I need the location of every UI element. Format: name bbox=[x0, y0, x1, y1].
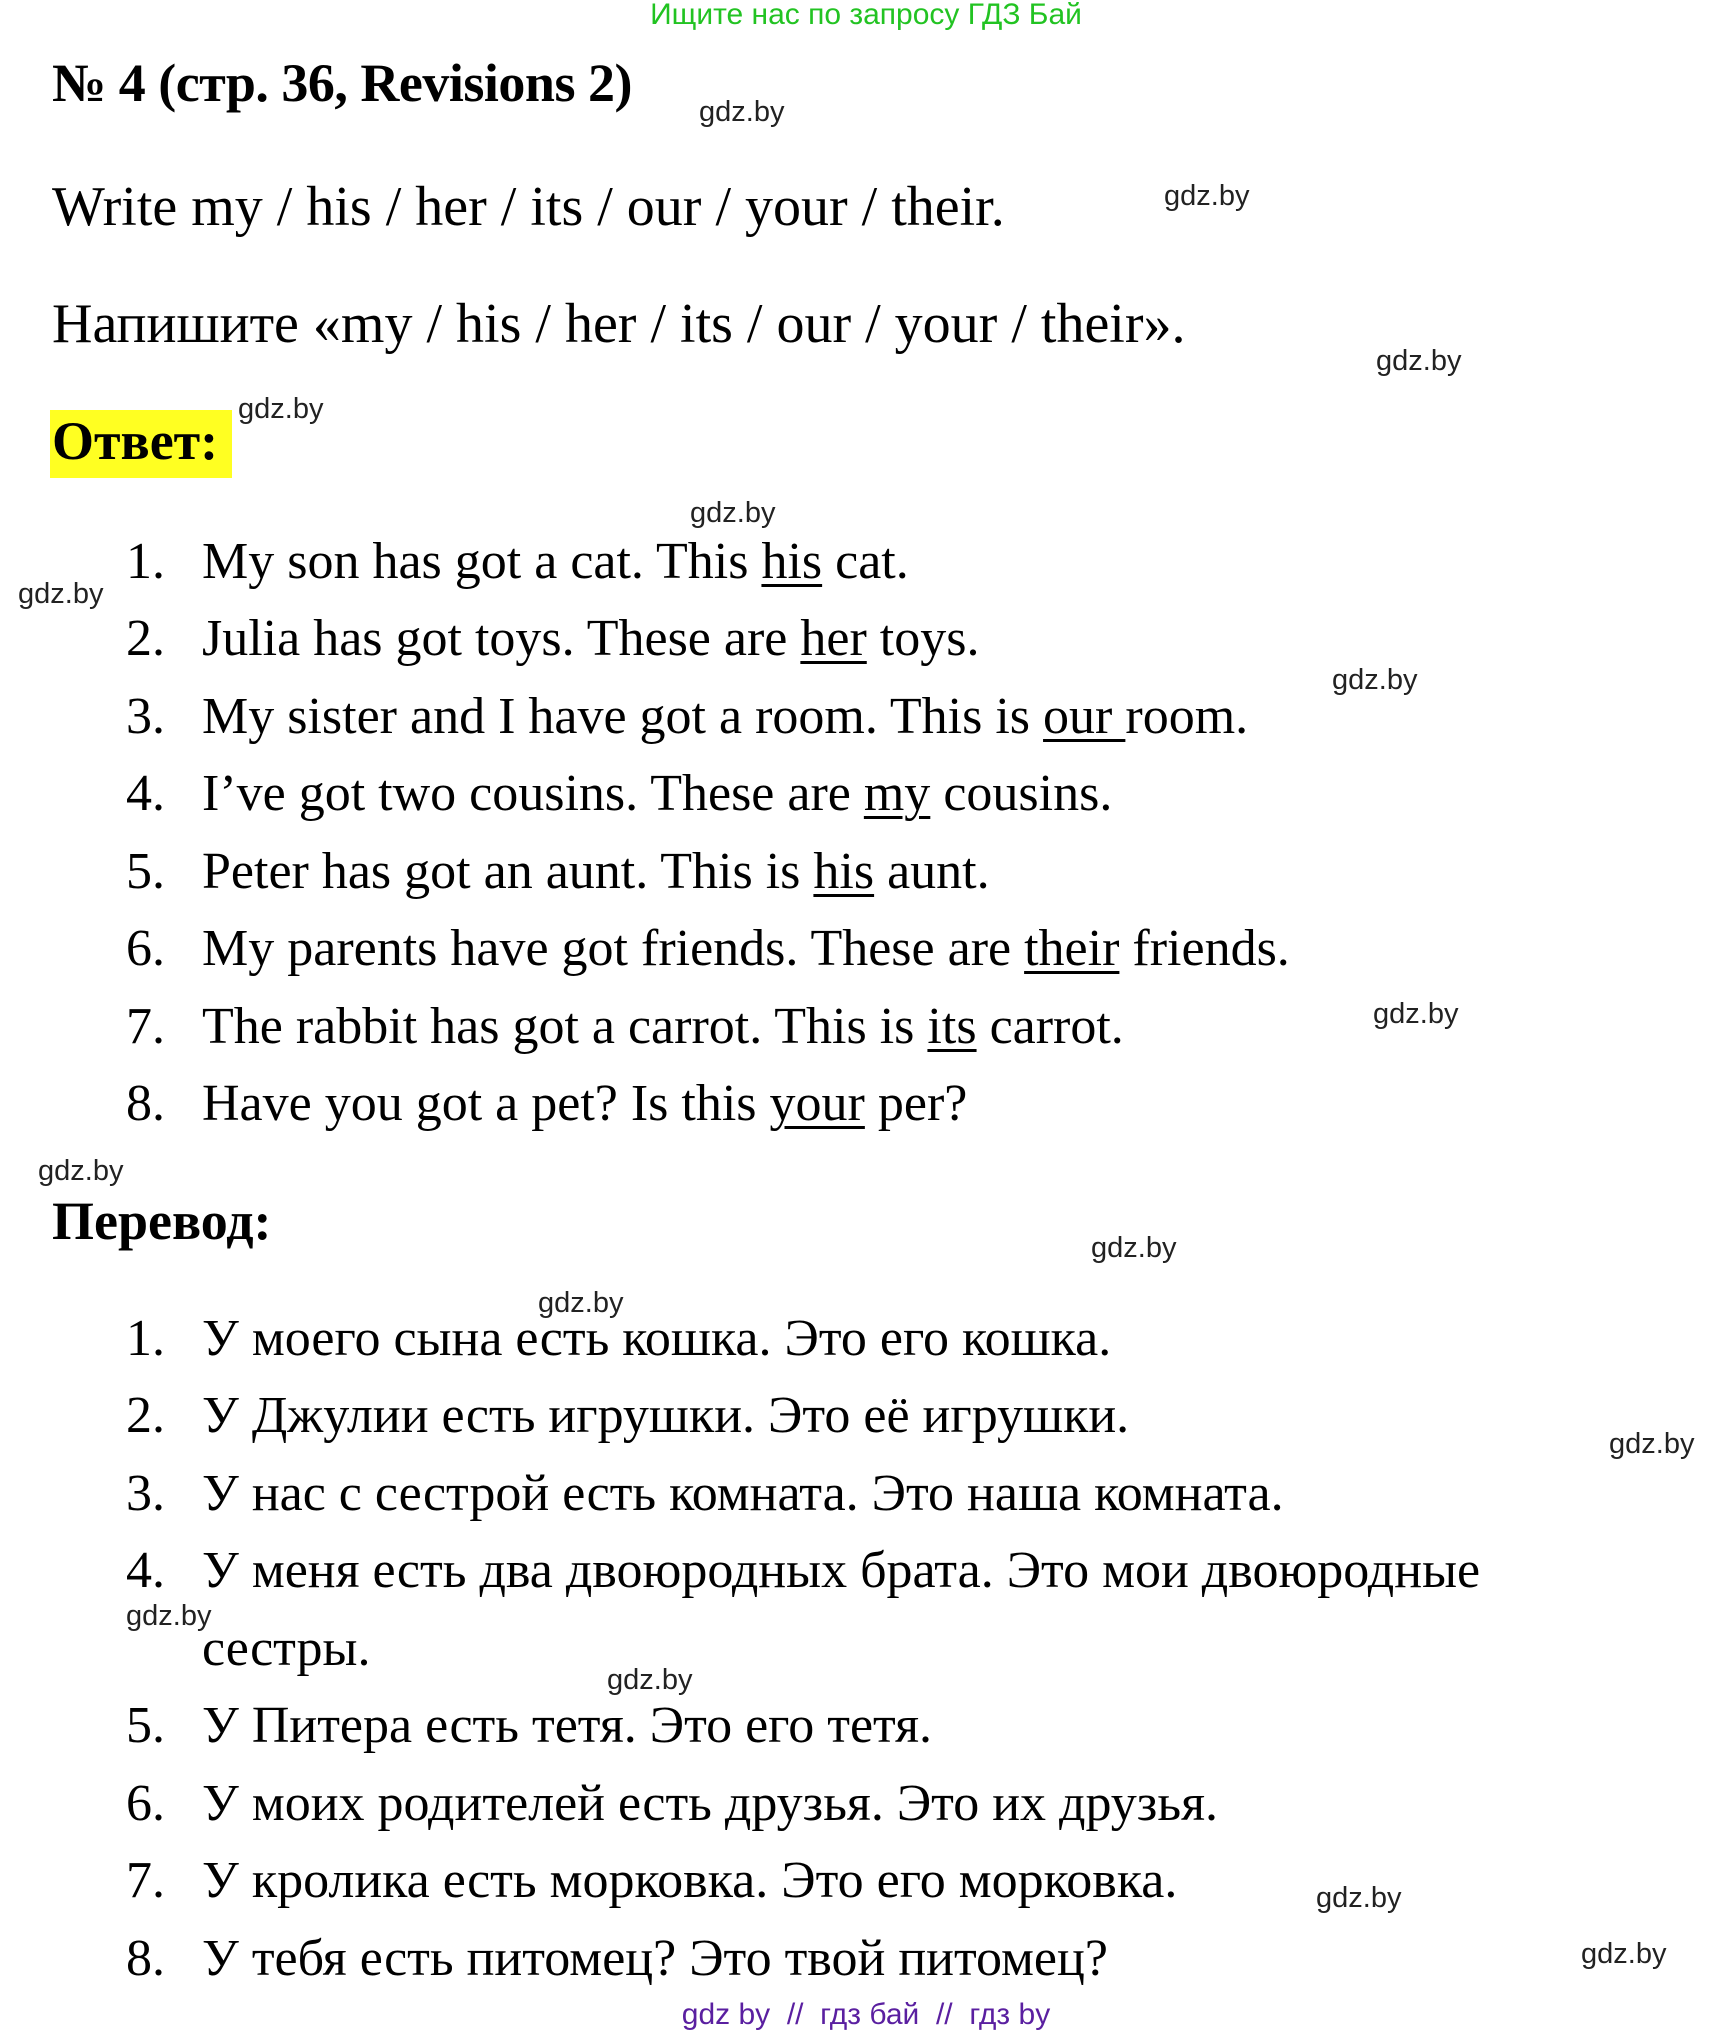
translation-item-number: 1. bbox=[126, 1310, 165, 1367]
translation-item: У тебя есть питомец? Это твой питомец? bbox=[202, 1930, 1108, 1987]
watermark: gdz.by bbox=[38, 1155, 124, 1187]
answer-word: his bbox=[813, 843, 875, 900]
answer-item bbox=[202, 532, 909, 591]
translation-item: У меня есть два двоюродных брата. Это мои двоюродные bbox=[202, 1542, 1481, 1599]
translation-item-continuation: сестры. bbox=[202, 1620, 371, 1677]
answer-word: their bbox=[1024, 920, 1120, 977]
answer-word: his bbox=[761, 533, 823, 590]
sentence-text: room. bbox=[1125, 688, 1249, 745]
answer-word: your bbox=[769, 1075, 865, 1132]
watermark: gdz.by bbox=[538, 1287, 624, 1319]
answer-item bbox=[202, 919, 1290, 978]
instruction-en: Write my / his / her / its / our / your / their. bbox=[52, 176, 1005, 238]
sentence-text: friends. bbox=[1119, 920, 1290, 977]
instruction-ru: Напишите «my / his / her / its / our / your / their». bbox=[52, 293, 1186, 355]
exercise-title: № 4 (стр. 36, Revisions 2) bbox=[52, 53, 632, 113]
translation-label: Перевод: bbox=[52, 1191, 272, 1251]
watermark: gdz.by bbox=[1164, 180, 1250, 212]
watermark: gdz.by bbox=[1373, 998, 1459, 1030]
watermark: gdz.by bbox=[126, 1600, 212, 1632]
sentence-text: Have you got a pet? Is this bbox=[202, 1075, 770, 1132]
watermark: gdz.by bbox=[607, 1664, 693, 1696]
watermark: gdz.by bbox=[1609, 1428, 1695, 1460]
sentence-text: I’ve got two cousins. These are bbox=[202, 765, 864, 822]
watermark: gdz.by bbox=[238, 393, 324, 425]
translation-item-number: 7. bbox=[126, 1852, 165, 1909]
translation-item-number: 3. bbox=[126, 1465, 165, 1522]
footer-link[interactable]: gdz by // гдз бай // гдз by bbox=[681, 1998, 1051, 2031]
sentence-text: My son has got a cat. This bbox=[202, 533, 762, 590]
sentence-text: cat. bbox=[822, 533, 909, 590]
answer-word: her bbox=[800, 610, 867, 667]
watermark: gdz.by bbox=[1581, 1938, 1667, 1970]
answer-item bbox=[202, 1074, 967, 1133]
watermark: gdz.by bbox=[690, 497, 776, 529]
answer-item-number: 3. bbox=[126, 688, 165, 745]
translation-item: У нас с сестрой есть комната. Это наша комната. bbox=[202, 1465, 1284, 1522]
answer-item-number: 8. bbox=[126, 1075, 165, 1132]
answer-word: our bbox=[1043, 688, 1126, 745]
answer-item bbox=[202, 997, 1124, 1056]
answer-word: its bbox=[927, 998, 977, 1055]
answer-item bbox=[202, 609, 979, 668]
sentence-text: My parents have got friends. These are bbox=[202, 920, 1025, 977]
translation-item-number: 5. bbox=[126, 1697, 165, 1754]
answer-item-number: 5. bbox=[126, 843, 165, 900]
watermark: gdz.by bbox=[1332, 664, 1418, 696]
top-banner-link[interactable]: Ищите нас по запросу ГДЗ Бай bbox=[650, 0, 1082, 31]
translation-item-number: 4. bbox=[126, 1542, 165, 1599]
watermark: gdz.by bbox=[1316, 1882, 1402, 1914]
watermark: gdz.by bbox=[699, 96, 785, 128]
translation-item: У Питера есть тетя. Это его тетя. bbox=[202, 1697, 932, 1754]
sentence-text: My sister and I have got a room. This is bbox=[202, 688, 1044, 745]
translation-item: У моего сына есть кошка. Это его кошка. bbox=[202, 1310, 1112, 1367]
sentence-text: aunt. bbox=[874, 843, 990, 900]
answer-item-number: 1. bbox=[126, 533, 165, 590]
translation-item-number: 8. bbox=[126, 1930, 165, 1987]
sentence-text: per? bbox=[864, 1075, 968, 1132]
watermark: gdz.by bbox=[1091, 1232, 1177, 1264]
sentence-text: Julia has got toys. These are bbox=[202, 610, 801, 667]
watermark: gdz.by bbox=[1376, 345, 1462, 377]
watermark: gdz.by bbox=[18, 578, 104, 610]
answer-item-number: 6. bbox=[126, 920, 165, 977]
sentence-text: The rabbit has got a carrot. This is bbox=[202, 998, 928, 1055]
translation-item-number: 2. bbox=[126, 1387, 165, 1444]
translation-item: У Джулии есть игрушки. Это её игрушки. bbox=[202, 1387, 1130, 1444]
answer-item bbox=[202, 842, 990, 901]
answer-label: Ответ: bbox=[52, 411, 219, 471]
translation-item: У кролика есть морковка. Это его морковка. bbox=[202, 1852, 1178, 1909]
sentence-text: Peter has got an aunt. This is bbox=[202, 843, 814, 900]
translation-item-number: 6. bbox=[126, 1775, 165, 1832]
sentence-text: toys. bbox=[866, 610, 980, 667]
answer-item bbox=[202, 687, 1248, 746]
answer-item bbox=[202, 764, 1112, 823]
translation-item: У моих родителей есть друзья. Это их друзья. bbox=[202, 1775, 1218, 1832]
sentence-text: cousins. bbox=[930, 765, 1113, 822]
answer-word: my bbox=[863, 765, 931, 822]
sentence-text: carrot. bbox=[976, 998, 1124, 1055]
answer-item-number: 7. bbox=[126, 998, 165, 1055]
answer-item-number: 4. bbox=[126, 765, 165, 822]
answer-item-number: 2. bbox=[126, 610, 165, 667]
